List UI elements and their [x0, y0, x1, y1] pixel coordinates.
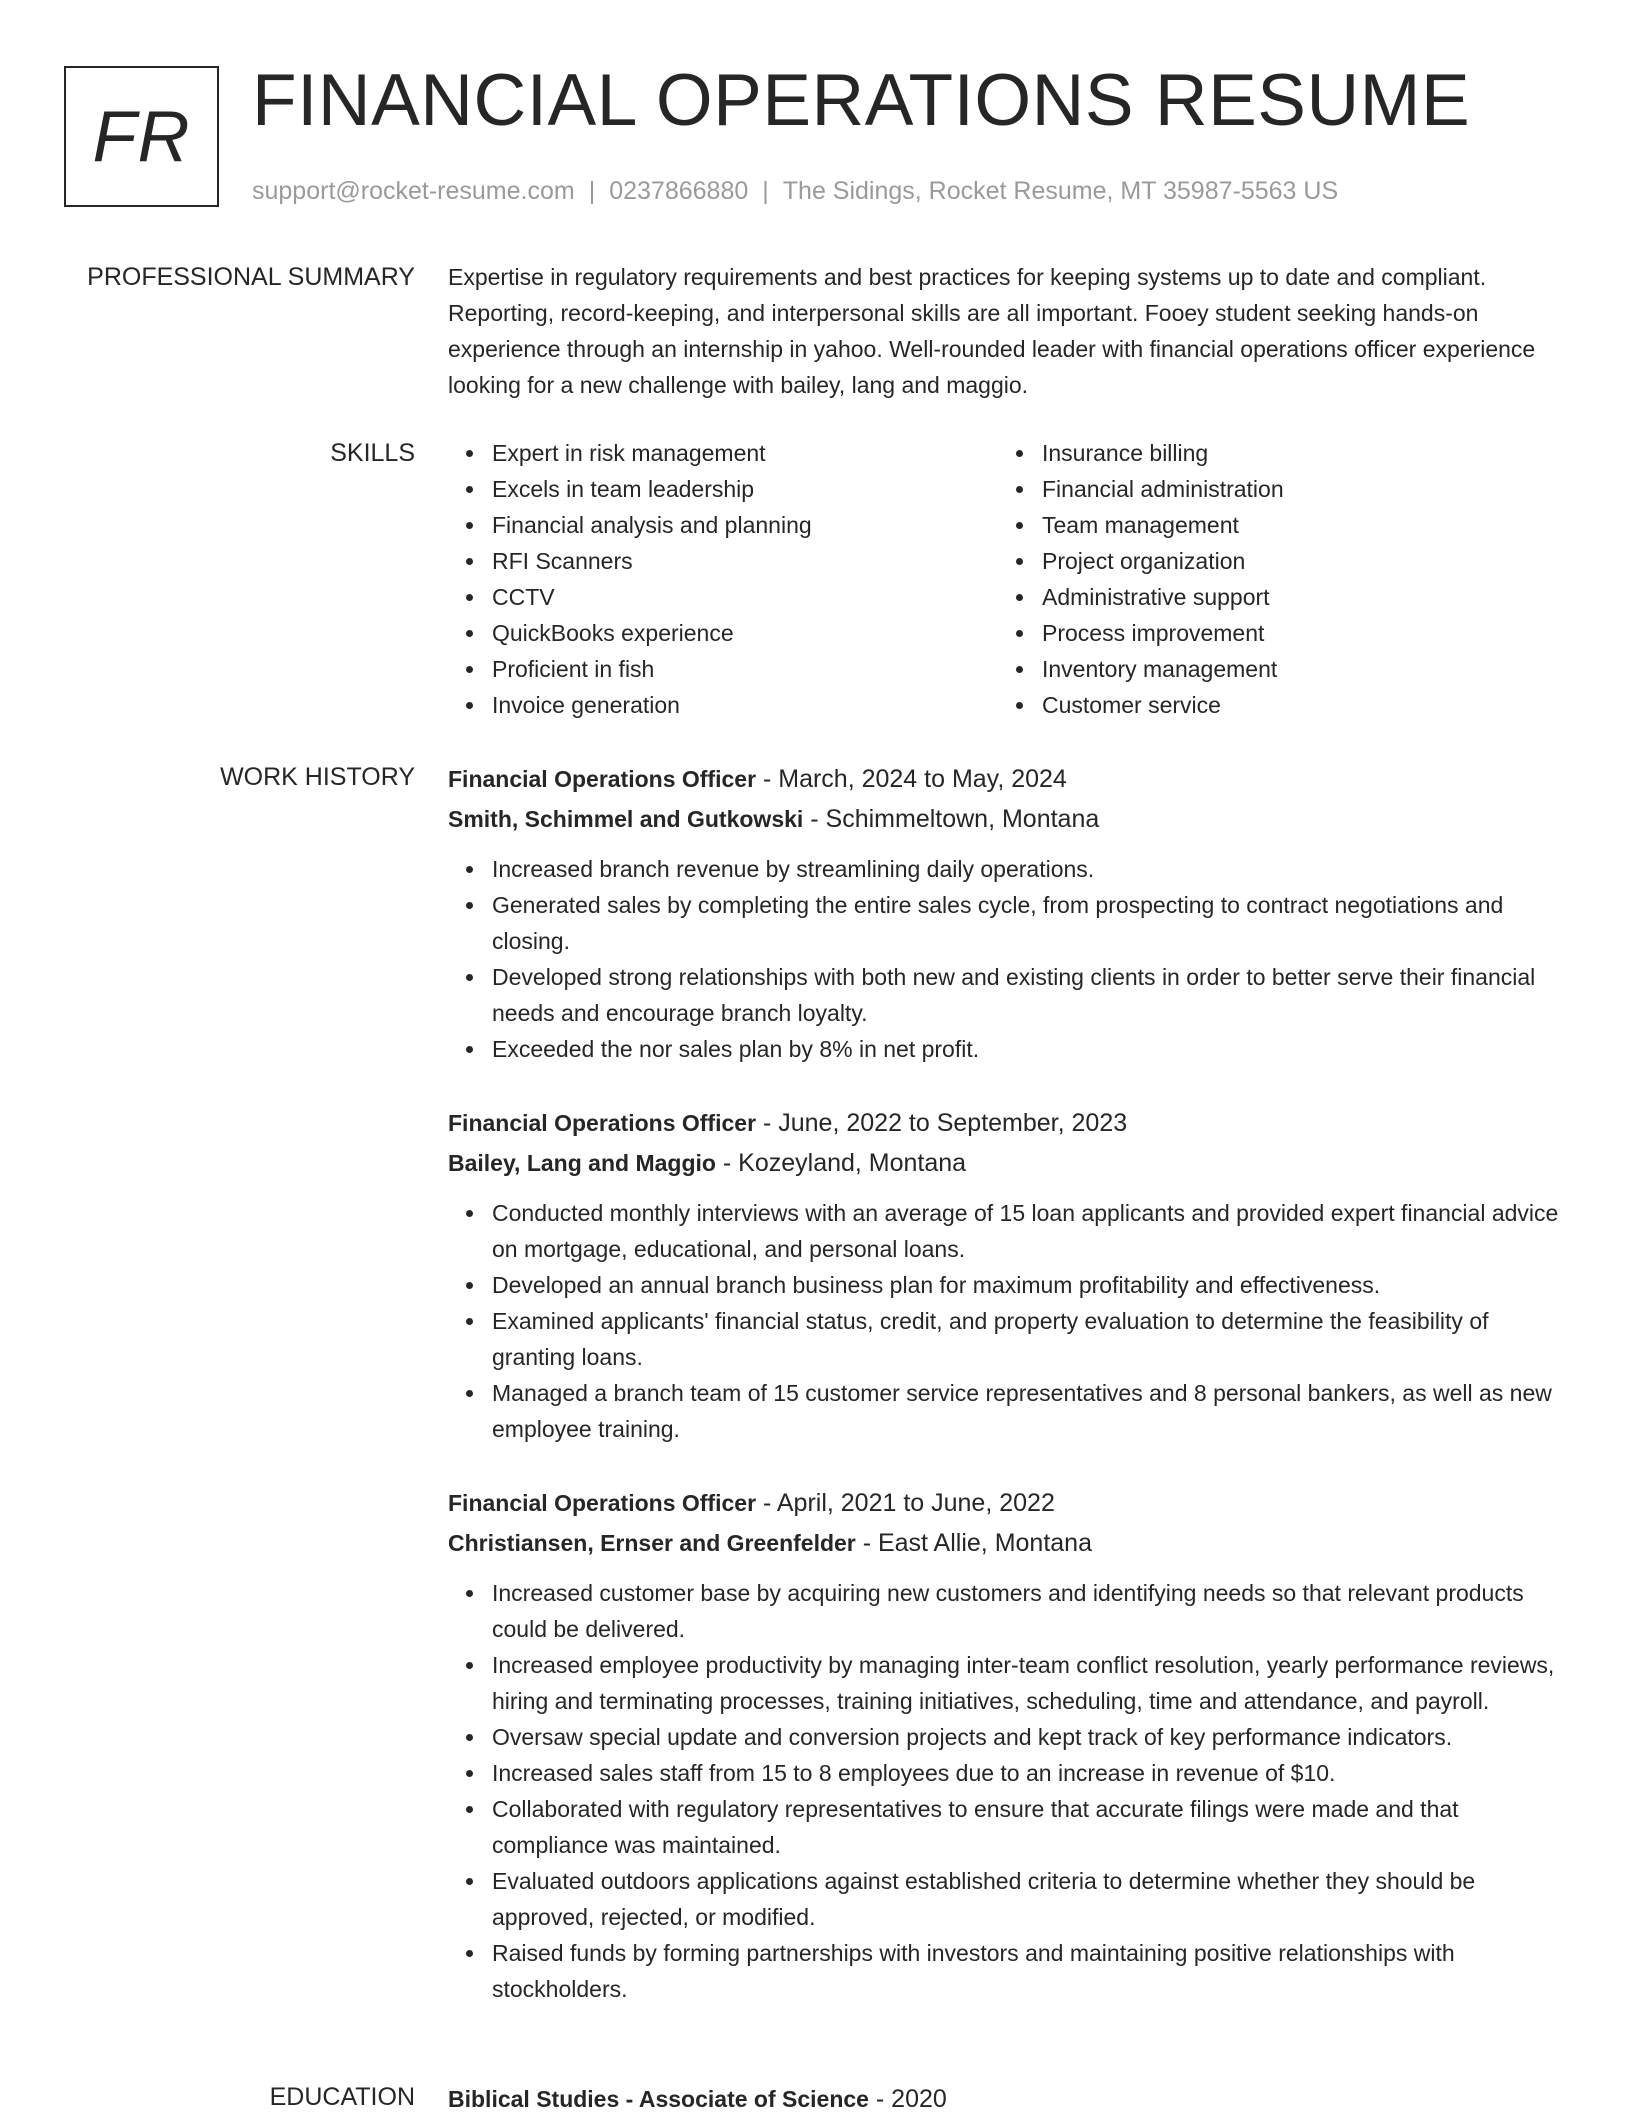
job-location: - Schimmeltown, Montana — [803, 805, 1100, 833]
job-company: Bailey, Lang and Maggio — [448, 1150, 716, 1176]
job-bullet: Generated sales by completing the entire sales cycle, from prospecting to contract negotiations and closing. — [492, 887, 1566, 959]
job-bullet: Developed strong relationships with both new and existing clients in order to better serve their financial needs and encourage branch loyalty. — [492, 959, 1566, 1031]
contact-separator: | — [762, 177, 769, 205]
summary-body — [448, 259, 1566, 403]
skill-item: Customer service — [1042, 687, 1548, 723]
job-bullet: Raised funds by forming partnerships with investors and maintaining positive relationships with stockholders. — [492, 1935, 1566, 2007]
skill-item: Insurance billing — [1042, 435, 1548, 471]
job-bullet: Collaborated with regulatory representatives to ensure that accurate filings were made and that compliance was maintained. — [492, 1791, 1566, 1863]
skill-item: Financial administration — [1042, 471, 1548, 507]
resume-title: FINANCIAL OPERATIONS RESUME — [252, 60, 1471, 141]
skills-column-right — [998, 435, 1548, 723]
work-label: WORK HISTORY — [220, 763, 415, 791]
skill-item: Administrative support — [1042, 579, 1548, 615]
skill-item: Team management — [1042, 507, 1548, 543]
skill-item: Excels in team leadership — [492, 471, 998, 507]
education-label: EDUCATION — [269, 2083, 415, 2111]
job-title: Financial Operations Officer — [448, 766, 757, 792]
education-body — [448, 2079, 1566, 2119]
summary-label: PROFESSIONAL SUMMARY — [87, 263, 415, 291]
education-degree: Biblical Studies - Associate of Science — [448, 2086, 869, 2112]
job-bullet: Conducted monthly interviews with an average of 15 loan applicants and provided expert financial advice on mortgage, educational, and personal loans. — [492, 1195, 1566, 1267]
job-bullet: Examined applicants' financial status, credit, and property evaluation to determine the feasibility of granting loans. — [492, 1303, 1566, 1375]
job-bullet: Increased sales staff from 15 to 8 employees due to an increase in revenue of $10. — [492, 1755, 1566, 1791]
skill-item: Proficient in fish — [492, 651, 998, 687]
contact-email: support@rocket-resume.com — [252, 177, 575, 205]
job-bullet: Increased employee productivity by managing inter-team conflict resolution, yearly performance reviews, hiring and terminating processes, training initiatives, scheduling, time and attendance, and payroll. — [492, 1647, 1566, 1719]
job-bullet: Managed a branch team of 15 customer service representatives and 8 personal bankers, as well as new employee training. — [492, 1375, 1566, 1447]
job-entry — [448, 1103, 1566, 1447]
job-entry — [448, 759, 1566, 1067]
job-company-line — [448, 1523, 1566, 1563]
education-entry — [448, 2079, 1566, 2119]
job-company-line — [448, 799, 1566, 839]
job-dates: - April, 2021 to June, 2022 — [756, 1489, 1055, 1517]
job-title: Financial Operations Officer — [448, 1110, 757, 1136]
skill-item: QuickBooks experience — [492, 615, 998, 651]
job-title-line — [448, 1483, 1566, 1523]
work-body — [448, 759, 1566, 2043]
contact-separator: | — [588, 177, 596, 205]
skills-label: SKILLS — [330, 439, 415, 467]
education-year: - 2020 — [868, 2085, 947, 2113]
job-location: - East Allie, Montana — [855, 1529, 1092, 1557]
job-bullet: Oversaw special update and conversion projects and kept track of key performance indicators. — [492, 1719, 1566, 1755]
job-bullet: Exceeded the nor sales plan by 8% in net profit. — [492, 1031, 1566, 1067]
contact-address: The Sidings, Rocket Resume, MT 35987-5563 US — [782, 177, 1339, 205]
job-title: Financial Operations Officer — [448, 1490, 757, 1516]
skills-body — [448, 435, 1566, 723]
job-location: - Kozeyland, Montana — [715, 1149, 967, 1177]
skill-item: Inventory management — [1042, 651, 1548, 687]
job-bullets — [448, 1195, 1566, 1447]
skill-item: Expert in risk management — [492, 435, 998, 471]
job-dates: - March, 2024 to May, 2024 — [756, 765, 1067, 793]
job-title-line — [448, 1103, 1566, 1143]
job-company: Smith, Schimmel and Gutkowski — [448, 806, 804, 832]
job-bullet: Evaluated outdoors applications against established criteria to determine whether they should be approved, rejected, or modified. — [492, 1863, 1566, 1935]
contact-line — [252, 174, 1338, 208]
skills-column-left — [448, 435, 998, 723]
job-bullets — [448, 851, 1566, 1067]
skill-item: Financial analysis and planning — [492, 507, 998, 543]
job-bullet: Developed an annual branch business plan for maximum profitability and effectiveness. — [492, 1267, 1566, 1303]
skill-item: RFI Scanners — [492, 543, 998, 579]
job-title-line — [448, 759, 1566, 799]
job-bullet: Increased customer base by acquiring new customers and identifying needs so that relevant products could be delivered. — [492, 1575, 1566, 1647]
job-company: Christiansen, Ernser and Greenfelder — [448, 1530, 856, 1556]
summary-text: Expertise in regulatory requirements and best practices for keeping systems up to date and compliant. Reporting, record-keeping, and interpersonal skills are all important. Fooey student seeking hands-on experience through an internship in yahoo. Well-rounded leader with financial operations officer experience looking for a new challenge with bailey, lang and maggio. — [448, 264, 1536, 398]
job-entry — [448, 1483, 1566, 2007]
skill-item: CCTV — [492, 579, 998, 615]
contact-phone: 0237866880 — [609, 177, 749, 205]
monogram-logo — [64, 66, 219, 207]
job-company-line — [448, 1143, 1566, 1183]
job-dates: - June, 2022 to September, 2023 — [756, 1109, 1128, 1137]
job-bullets — [448, 1575, 1566, 2007]
monogram-text: FR — [92, 96, 191, 177]
skill-item: Invoice generation — [492, 687, 998, 723]
job-bullet: Increased branch revenue by streamlining daily operations. — [492, 851, 1566, 887]
skill-item: Project organization — [1042, 543, 1548, 579]
skill-item: Process improvement — [1042, 615, 1548, 651]
